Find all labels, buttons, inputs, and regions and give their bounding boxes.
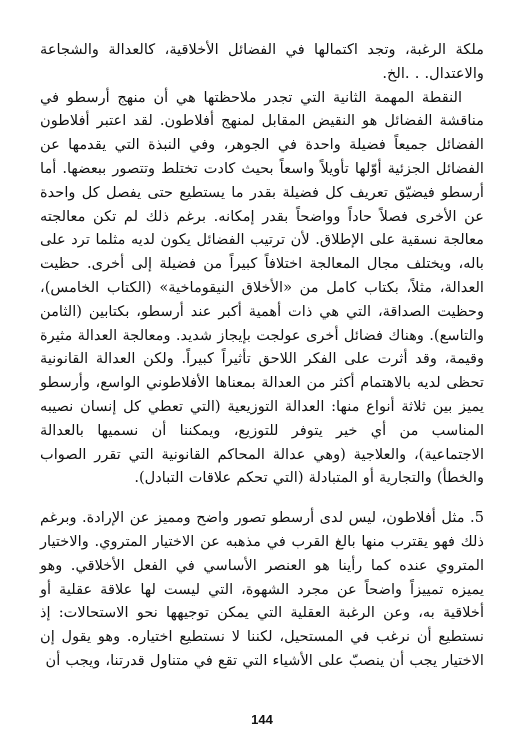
page-number: 144 [251,712,273,727]
paragraph-section-5: 5. مثل أفلاطون، ليس لدى أرسطو تصور واضح ومميز عن الإرادة. وبرغم ذلك فهو يقترب منها بالغ القرب في مذهبه عن الاختيار المتروي. والاختيار المتروي عنده كما رأينا هو العنصر الأساسي في الفعل الأخلاقي. وهو يميزه تمييزاً واضحاً عن مجرد الشهوة، التي ليست لها علاقة عقلية أو أخلاقية به، وعن الرغبة العقلية التي يمكن توجيهها نحو الاستحالات: إذ نستطيع أن نرغب في المستحيل، لكننا لا نستطيع اختياره. وهو يقول إن الاختيار يجب أن ينصبّ على الأشياء التي تقع في متناول قدرتنا، ويجب أن [40,509,484,669]
paragraph-continuation: ملكة الرغبة، وتجد اكتمالها في الفضائل الأخلاقية، كالعدالة والشجاعة والاعتدال. . .الخ. [40,41,484,82]
paragraph-gap [40,490,484,506]
page-body [40,38,484,673]
paragraph-second-point: النقطة المهمة الثانية التي تجدر ملاحظتها هي أن منهج أرسطو في مناقشة الفضائل هو النقيض المقابل لمنهج أفلاطون. لقد اعتبر أفلاطون الفضائل جميعاً فضيلة واحدة في الجوهر، وفي النبذة التي يقدمها عن الفضائل الجزئية أوّلها تأويلاً واسعاً بحيث كادت تختلط وتتصور ببعضها. أما أرسطو فيضيّق تعريف كل فضيلة بقدر ما يستطيع حتى يفصل كل واحدة عن الأخرى فصلاً حاداً وواضحاً بقدر إمكانه. برغم ذلك لم تكن معالجته معالجة نسقية على الإطلاق. لأن ترتيب الفضائل يكون لديه مثلما ترد على باله، ويختلف مجال المعالجة اختلافاً كبيراً من فضيلة إلى أخرى. حظيت العدالة، مثلاً، بكتاب كامل من «الأخلاق النيقوماخية» (الكتاب الخامس)، وحظيت الصداقة، التي هي ذات أهمية أكبر عند أرسطو، بكتابين (الثامن والتاسع). وهناك فضائل أخرى عولجت بإيجاز شديد. ومعالجة العدالة مثيرة وقيمة، وقد أثرت على الفكر اللاحق تأثيراً كبيراً. ولكن العدالة القانونية تحظى لديه بالاهتمام أكثر من العدالة بمعناها الأفلاطوني الواسع، وأرسطو يميز بين ثلاثة أنواع منها: العدالة التوزيعية (التي تعطي كل إنسان نصيبه المناسب من أي خير يتوفر للتوزيع، ويمكننا أن نسميها بالعدالة الاجتماعية)، والعلاجية (وهي عدالة المحاكم القانونية التي تقرر الصواب والخطأ) والتجارية أو المتبادلة (التي تحكم علاقات التبادل). [40,88,484,487]
